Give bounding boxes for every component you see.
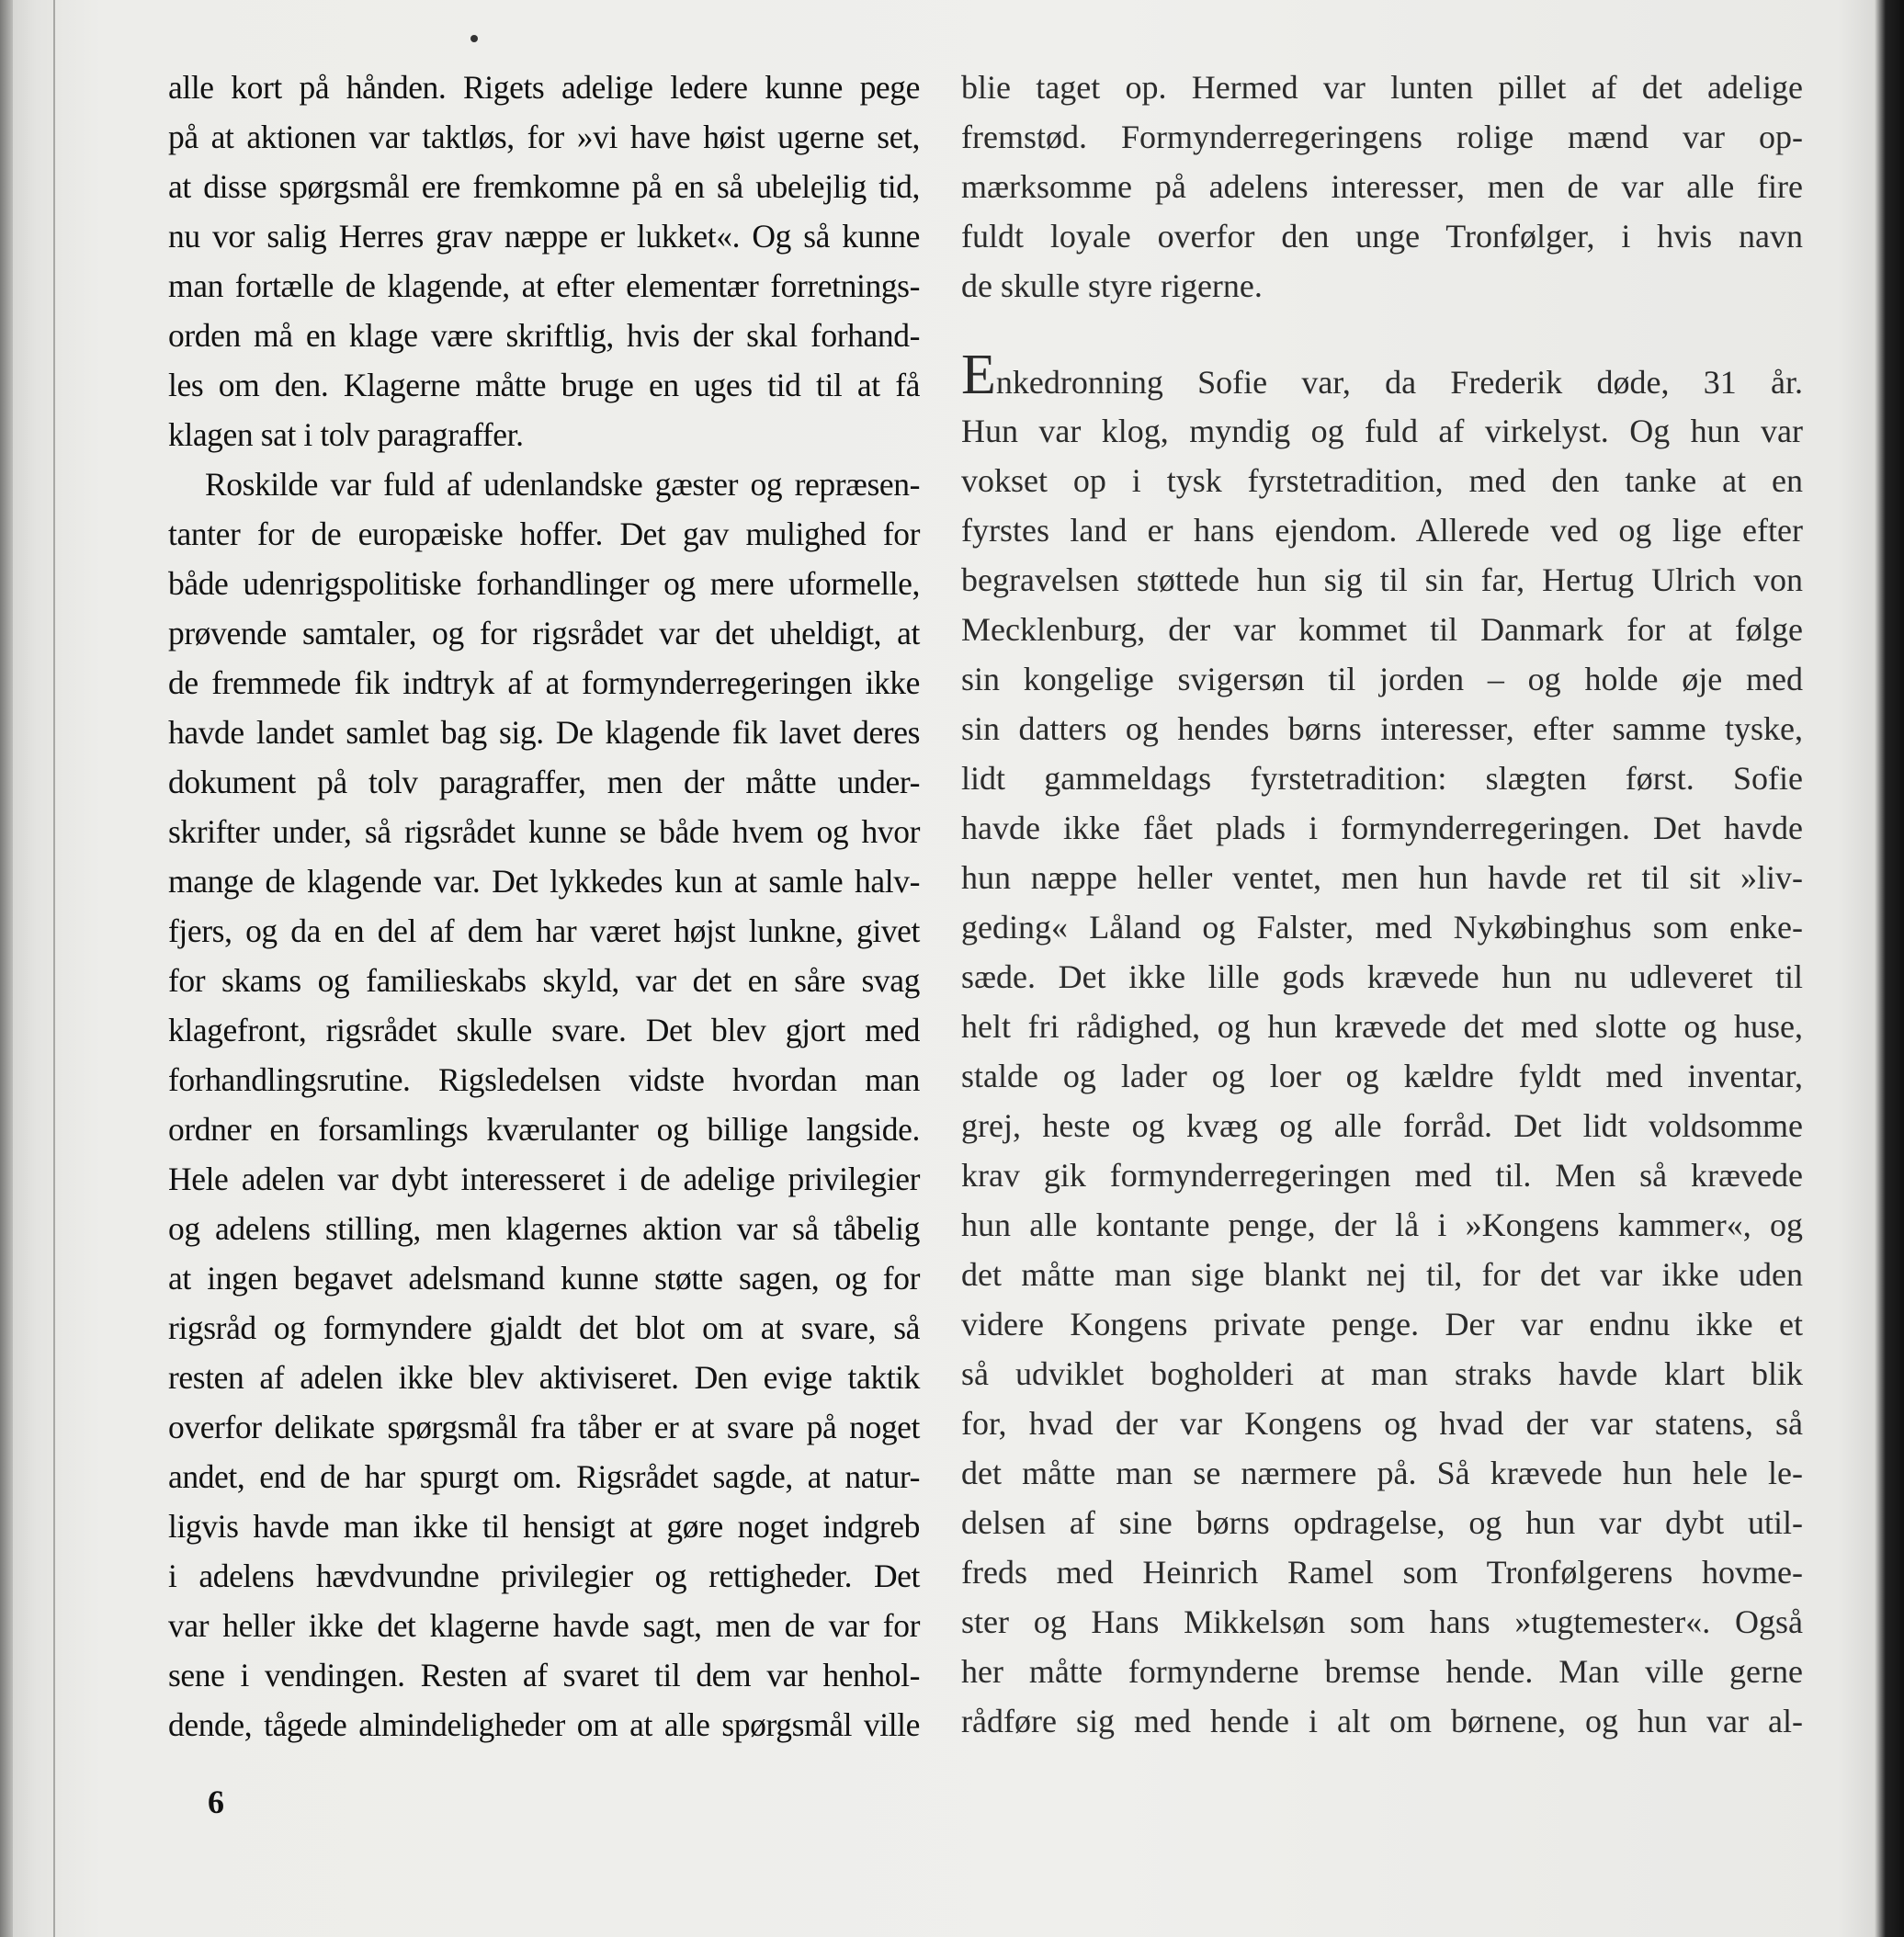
drop-cap: E [961,344,996,406]
text-line: fuldt loyale overfor den unge Tronfølger, i hvis navn [961,218,1803,255]
text-line: tanter for de europæiske hoffer. Det gav mulighed for [168,515,920,552]
text-line: prøvende samtaler, og for rigsrådet var det uheldigt, at [168,615,920,651]
text-line: klagefront, rigsrådet skulle svare. Det blev gjort med [168,1012,920,1048]
text-line: alle kort på hånden. Rigets adelige ledere kunne pege [168,69,920,106]
text-line: blie taget op. Hermed var lunten pillet af det adelige [961,69,1803,106]
text-line: krav gik formynderregeringen med til. Men så krævede [961,1157,1803,1194]
text-line: vokset op i tysk fyrstetradition, med den tanke at en [961,462,1803,499]
text-line: skrifter under, så rigsrådet kunne se både hvem og hvor [168,813,920,850]
text-line: freds med Heinrich Ramel som Tronfølgerens hovme- [961,1554,1803,1591]
text-line: ster og Hans Mikkelsøn som hans »tugtemester«. Også [961,1603,1803,1640]
text-line: ordner en forsamlings kværulanter og billige langside. [168,1111,920,1148]
text-line: havde ikke fået plads i formynderregeringen. Det havde [961,810,1803,846]
text-line: Hun var klog, myndig og fuld af virkelyst. Og hun var [961,413,1803,449]
page-number: 6 [208,1784,224,1820]
text-line: mange de klagende var. Det lykkedes kun at samle halv- [168,863,920,900]
text-line: sene i vendingen. Resten af svaret til dem var henhol- [168,1657,920,1693]
text-line: klagen sat i tolv paragraffer. [168,416,524,453]
print-speck [470,35,478,42]
text-line: geding« Låland og Falster, med Nykøbinghus som enke- [961,909,1803,946]
text-line: dende, tågede almindeligheder om at alle spørgsmål ville [168,1706,920,1743]
text-line: så udviklet bogholderi at man straks havde klart blik [961,1355,1803,1392]
text-line: hun næppe heller ventet, men hun havde ret til sit »liv- [961,859,1803,896]
text-line: orden må en klage være skriftlig, hvis der skal forhand- [168,317,920,354]
text-line: sæde. Det ikke lille gods krævede hun nu udleveret til [961,958,1803,995]
text-line: hun alle kontante penge, der lå i »Kongens kammer«, og [961,1206,1803,1243]
text-line: sin datters og hendes børns interesser, efter samme tyske, [961,710,1803,747]
text-line: lidt gammeldags fyrstetradition: slægten først. Sofie [961,760,1803,797]
text-line: at ingen begavet adelsmand kunne støtte sagen, og for [168,1260,920,1297]
text-line: sin kongelige svigersøn til jorden – og holde øje med [961,661,1803,697]
text-line: både udenrigspolitiske forhandlinger og mere uformelle, [168,565,920,602]
gutter-line [53,0,55,1937]
text-line: på at aktionen var taktløs, for »vi have høist ugerne set, [168,119,920,155]
text-line: Roskilde var fuld af udenlandske gæster og repræsen- [205,466,920,503]
text-line: de skulle styre rigerne. [961,267,1263,304]
drop-cap-line [961,344,1803,406]
text-line: og adelens stilling, men klagernes aktion var så tåbelig [168,1210,920,1247]
text-line: her måtte formynderne bremse hende. Man ville gerne [961,1653,1803,1690]
text-line: fyrstes land er hans ejendom. Allerede ved og lige efter [961,512,1803,549]
text-line: ligvis havde man ikke til hensigt at gøre noget indgreb [168,1508,920,1545]
text-line: fjers, og da en del af dem har været højst lunkne, givet [168,912,920,949]
text-line: videre Kongens private penge. Der var endnu ikke et [961,1306,1803,1342]
text-line: de fremmede fik indtryk af at formynderregeringen ikke [168,664,920,701]
left-column [168,62,920,1750]
text-line: man fortælle de klagende, at efter elementær forretnings- [168,267,920,304]
right-column [961,62,1803,1746]
text-line: var heller ikke det klagerne havde sagt, men de var for [168,1607,920,1644]
text-line: rigsråd og formyndere gjaldt det blot om at svare, så [168,1309,920,1346]
text-line: for skams og familieskabs skyld, var det en såre svag [168,962,920,999]
text-line: det måtte man sige blankt nej til, for det var ikke uden [961,1256,1803,1293]
text-line: fremstød. Formynderregeringens rolige mænd var op- [961,119,1803,155]
text-line: havde landet samlet bag sig. De klagende fik lavet deres [168,714,920,751]
text-line: stalde og lader og loer og kældre fyldt med inventar, [961,1058,1803,1094]
text-line: mærksomme på adelens interesser, men de var alle fire [961,168,1803,205]
text-line: Mecklenburg, der var kommet til Danmark for at følge [961,611,1803,648]
text-line: resten af adelen ikke blev aktiviseret. Den evige taktik [168,1359,920,1396]
text-line: rådføre sig med hende i alt om børnene, og hun var al- [961,1703,1803,1739]
text-line: overfor delikate spørgsmål fra tåber er at svare på noget [168,1409,920,1445]
text-line: andet, end de har spurgt om. Rigsrådet sagde, at natur- [168,1458,920,1495]
text-line: helt fri rådighed, og hun krævede det med slotte og huse, [961,1008,1803,1045]
paragraph-gap [961,311,1803,357]
text-line: forhandlingsrutine. Rigsledelsen vidste hvordan man [168,1061,920,1098]
text-line: i adelens hævdvundne privilegier og rettigheder. Det [168,1558,920,1594]
text-line: for, hvad der var Kongens og hvad der var statens, så [961,1405,1803,1442]
text-line: les om den. Klagerne måtte bruge en uges tid til at få [168,367,920,403]
text-line: at disse spørgsmål ere fremkomne på en så ubelejlig tid, [168,168,920,205]
text-line: nu vor salig Herres grav næppe er lukket«. Og så kunne [168,218,920,255]
text-line: det måtte man se nærmere på. Så krævede hun hele le- [961,1455,1803,1491]
text-line: Hele adelen var dybt interesseret i de adelige privilegier [168,1161,920,1197]
drop-cap-line-text: nkedronning Sofie var, da Frederik døde, 31 år. [995,364,1803,401]
page-edge-shadow [0,0,13,1937]
text-line: grej, heste og kvæg og alle forråd. Det lidt voldsomme [961,1107,1803,1144]
text-line: begravelsen støttede hun sig til sin far, Hertug Ulrich von [961,561,1803,598]
text-line: delsen af sine børns opdragelse, og hun var dybt util- [961,1504,1803,1541]
text-line: dokument på tolv paragraffer, men der måtte under- [168,764,920,800]
